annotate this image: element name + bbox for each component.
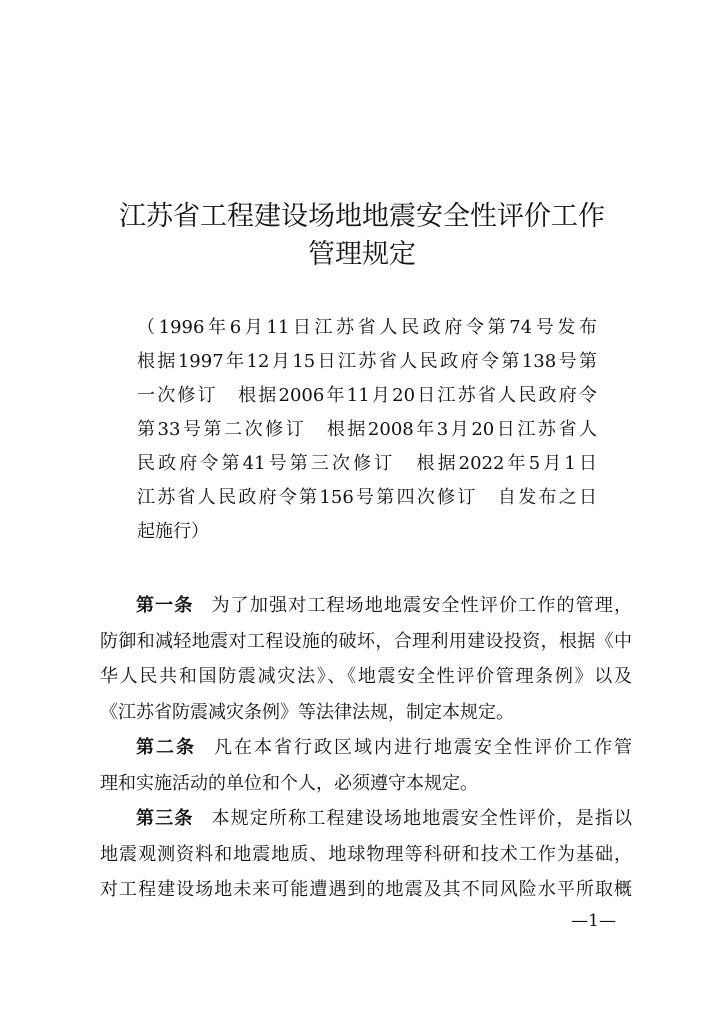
article-3-text: 本规定所称工程建设场地地震安全性评价，是指以: [211, 808, 632, 829]
article-1-line: [100, 588, 632, 624]
article-2-text: 凡在本省行政区域内进行地震安全性评价工作管: [214, 737, 632, 758]
document-body: [100, 588, 632, 908]
publication-line: 第33号第二次修订 根据2008年3月20日江苏省人: [137, 419, 597, 440]
publication-line: 一次修订 根据2006年11月20日江苏省人民政府令: [137, 385, 597, 406]
article-3-line: [100, 801, 632, 837]
publication-line: 江苏省人民政府令第156号第四次修订 自发布之日: [137, 487, 597, 508]
article-2-line: 理和实施活动的单位和个人，必须遵守本规定。: [100, 772, 478, 794]
article-3-line: 地震观测资料和地震地质、地球物理等科研和技术工作为基础，: [100, 843, 632, 865]
article-1-line: 《江苏省防震减灾条例》等法律法规，制定本规定。: [100, 701, 514, 723]
article-2-label: 第二条: [136, 737, 196, 758]
article-3-line: 对工程建设场地未来可能遭遇到的地震及其不同风险水平所取概: [100, 879, 632, 900]
article-3-label: 第三条: [136, 808, 194, 829]
publication-line: 根据1997年12月15日江苏省人民政府令第138号第: [137, 351, 597, 372]
publication-line: 民政府令第41号第三次修订 根据2022年5月1日: [137, 453, 597, 474]
article-1-label: 第一条: [136, 595, 194, 616]
article-1-line: 华人民共和国防震减灾法》、《地震安全性评价管理条例》以及: [100, 666, 632, 687]
publication-line: （1996年6月11日江苏省人民政府令第74号发布: [137, 317, 597, 338]
document-title-line-1: 江苏省工程建设场地地震安全性评价工作: [119, 201, 605, 232]
article-2-line: [100, 730, 632, 766]
publication-line: 起施行）: [137, 521, 209, 542]
article-1-line: 防御和减轻地震对工程设施的破坏，合理利用建设投资，根据《中: [100, 630, 632, 652]
document-title-line-2: 管理规定: [308, 239, 416, 270]
page-number: —1—: [571, 911, 616, 931]
article-1-text: 为了加强对工程场地地震安全性评价工作的管理，: [211, 595, 632, 616]
publication-note: [137, 311, 597, 549]
